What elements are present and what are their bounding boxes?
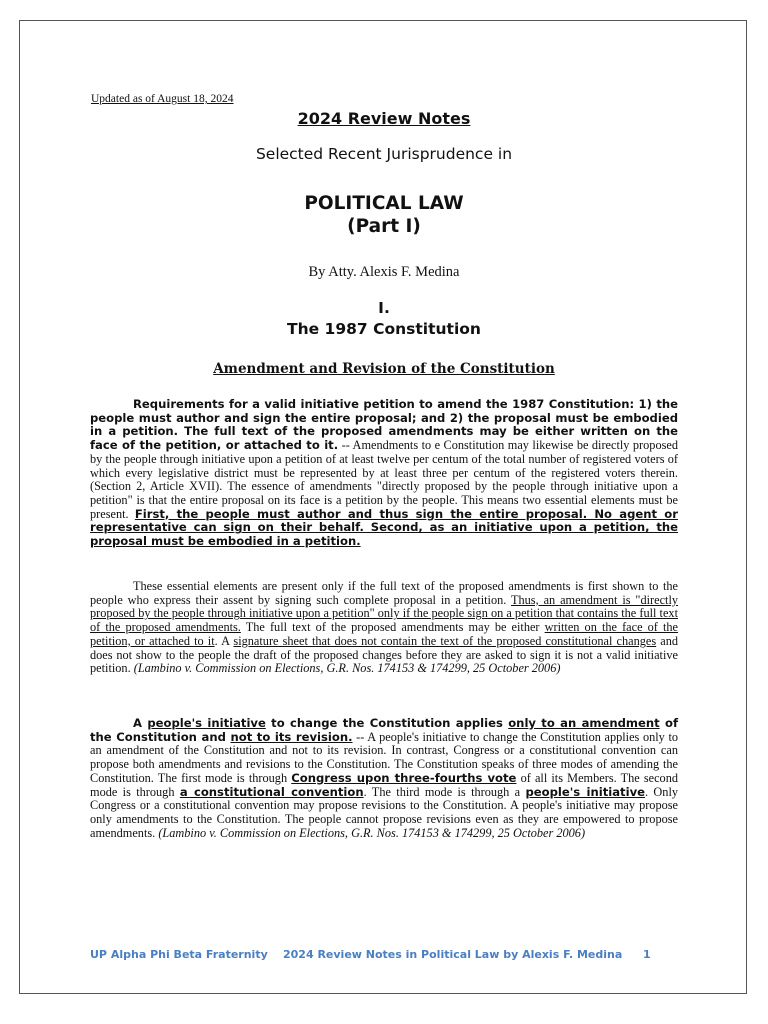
p2-s7: and does not show to the people the draft of the proposed changes before they are asked to sign it is not a valid initiative petition.: [90, 633, 678, 676]
p2-s1: These essential elements are present only if the full text of the proposed amendments is first shown to the people who express their assent by signing such complete proposal in a petition.: [90, 579, 678, 607]
p2-citation: (Lambino v. Commission on Elections, G.R. Nos. 174153 & 174299, 25 October 2006): [133, 661, 561, 676]
p2-s6: signature sheet that does not contain the text of the proposed constitutional changes: [233, 633, 657, 648]
p3-s3: to change the Constitution applies: [265, 716, 509, 730]
p1-body: -- Amendments to e Constitution may likewise be directly proposed by the people through initiative upon a petition of at least twelve per centum of the total number of registered voters of which every legislative district must be represented by at least three per centum of the registered voters therein. (Section 2, Article XVII). The essence of amendments "directly proposed by the people through initiative upon a petition" is that the entire proposal on its face is a petition by the people. This means two essential elements must be present.: [90, 438, 678, 521]
author-line: By Atty. Alexis F. Medina: [308, 264, 460, 280]
p3-s8: Congress upon three-fourths vote: [291, 770, 517, 785]
p3-s10: a constitutional convention: [179, 784, 364, 799]
chapter-heading: [87, 298, 681, 340]
paragraph-1: [90, 398, 678, 549]
p3-s11: . The third mode is through a: [363, 784, 526, 799]
section-heading: Amendment and Revision of the Constitution: [213, 361, 555, 377]
p3-s2: people's initiative: [147, 716, 266, 730]
subject-line-2: (Part I): [347, 216, 421, 237]
document-title: 2024 Review Notes: [297, 109, 471, 128]
page-number: 1: [643, 948, 651, 961]
p3-s5: of the Constitution and: [90, 716, 678, 744]
document-subtitle: Selected Recent Jurisprudence in: [255, 145, 513, 163]
chapter-title: The 1987 Constitution: [287, 320, 481, 338]
p3-s13: . Only Congress or a constitutional convention may propose revisions to the Constitution. A people's initiative may propose only amendments to the Constitution. The people cannot propose revisions even as they are empowered to propose amendments.: [90, 784, 679, 840]
subject-line-1: POLITICAL LAW: [304, 193, 464, 214]
p2-s2: Thus, an amendment is "directly proposed by the people through initiative upon a petition" only if the people sign on a petition that contains the full text of the proposed amendments.: [90, 592, 679, 635]
footer-center: 2024 Review Notes in Political Law by Alexis F. Medina: [283, 948, 623, 961]
paragraph-2: [90, 580, 678, 676]
updated-date: Updated as of August 18, 2024: [91, 93, 234, 105]
p1-lead: Requirements for a valid initiative petition to amend the 1987 Constitution: 1) the people must author and sign the entire proposal; and 2) the proposal must be embodied in a petition. The full text of the proposed amendments may be either written on the face of the petition, or attached to it.: [90, 397, 678, 453]
p3-s7: -- A people's initiative to change the Constitution applies only to an amendment of the Constitution and not to its revision. In contrast, Congress or a constitutional convention can propose both amendments and revisions to the Constitution. The Constitution speaks of three modes of amending the Constitution. The first mode is through: [90, 729, 679, 785]
p2-s3: The full text of the proposed amendments may be either: [240, 620, 545, 635]
p3-s9: of all its Members. The second mode is through: [90, 770, 679, 799]
p2-s4: written on the face of the petition, or attached to it: [90, 620, 678, 648]
p2-s5: . A: [214, 633, 234, 648]
p3-s1: A: [133, 716, 148, 730]
paragraph-3: [90, 717, 678, 840]
p1-emphasis: First, the people must author and thus sign the entire proposal. No agent or representative can sign on their behalf. Second, as an initiative upon a petition, the proposal must be embodied in a petition.: [90, 506, 678, 549]
subject-heading: [87, 192, 681, 238]
p3-s12: people's initiative: [525, 784, 645, 799]
p3-s6: not to its revision.: [230, 729, 353, 744]
chapter-number: I.: [378, 299, 390, 317]
p3-citation: (Lambino v. Commission on Elections, G.R. Nos. 174153 & 174299, 25 October 2006): [158, 825, 586, 840]
footer-left: UP Alpha Phi Beta Fraternity: [90, 948, 268, 961]
p3-s4: only to an amendment: [508, 716, 660, 730]
